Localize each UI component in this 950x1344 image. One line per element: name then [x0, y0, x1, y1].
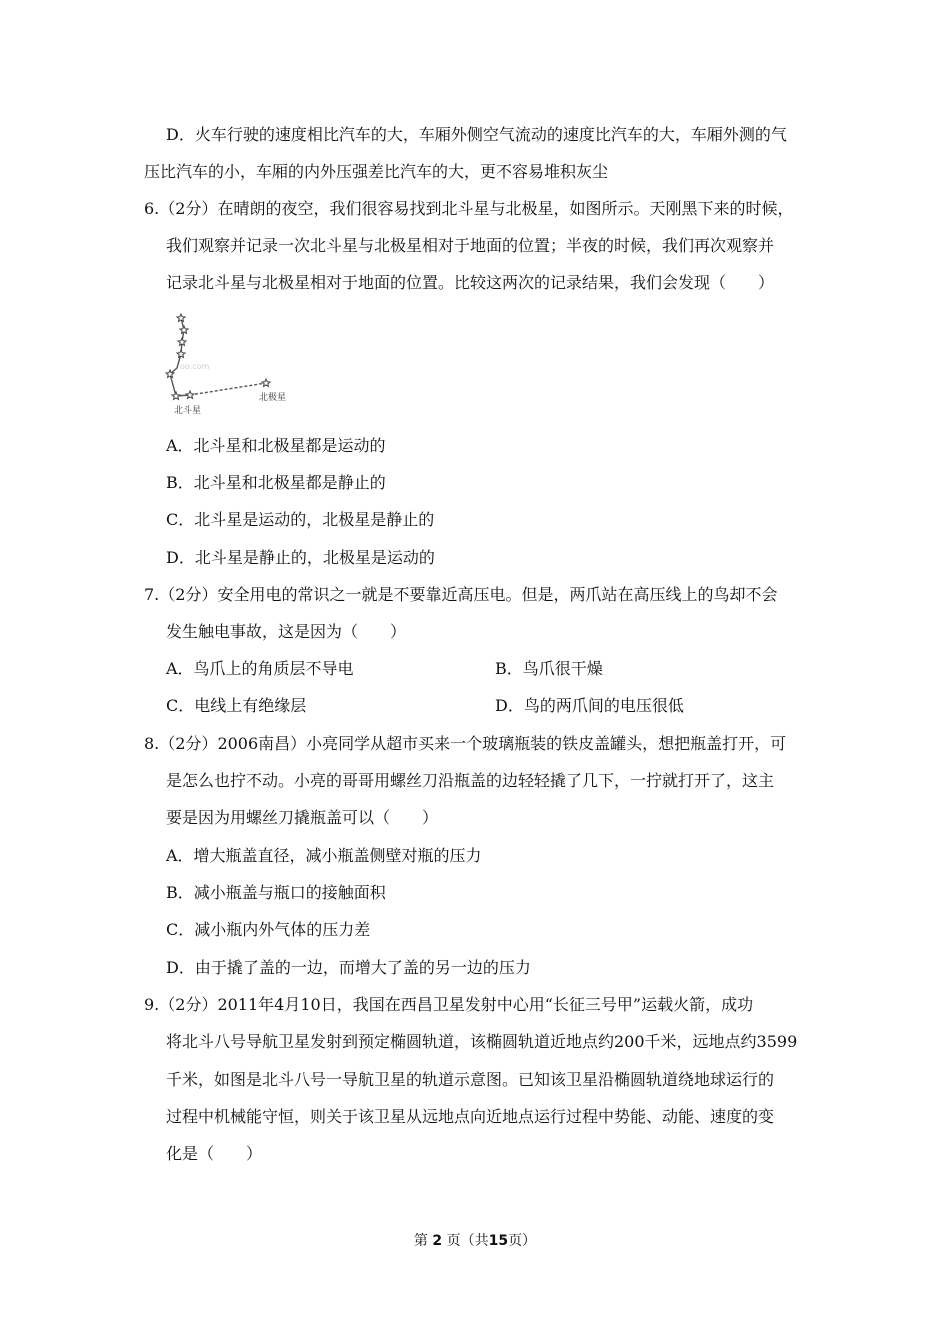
- star-icon: [177, 314, 185, 322]
- q8-option-a: A．增大瓶盖直径，减小瓶盖侧壁对瓶的压力: [166, 846, 482, 865]
- q6-option-a: A．北斗星和北极星都是运动的: [166, 436, 386, 455]
- polaris-star-icon: [262, 379, 270, 387]
- q9-stem-line5: 化是（ ）: [166, 1144, 263, 1163]
- footer-middle: 页（共: [446, 1233, 489, 1249]
- q8-stem-line2: 是怎么也拧不动。小亮的哥哥用螺丝刀沿瓶盖的边轻轻撬了几下，一拧就打开了，这主: [166, 771, 775, 790]
- pointer-dashed-line: [190, 383, 266, 395]
- big-dipper-stars: [166, 314, 194, 400]
- q8-stem-line3: 要是因为用螺丝刀撬瓶盖可以（ ）: [166, 808, 439, 827]
- q7-stem-line1: 7.（2分）安全用电的常识之一就是不要靠近高压电。但是，两爪站在高压线上的鸟却不会: [144, 585, 778, 604]
- figure-watermark: oo.com: [180, 362, 210, 371]
- q6-option-b: B．北斗星和北极星都是静止的: [166, 473, 386, 492]
- q9-stem-line3: 千米，如图是北斗八号一导航卫星的轨道示意图。已知该卫星沿椭圆轨道绕地球运行的: [166, 1070, 775, 1089]
- footer-page-number: 2: [432, 1233, 443, 1249]
- footer-suffix: 页）: [508, 1233, 537, 1249]
- star-icon: [177, 350, 185, 358]
- q7-option-a: A．鸟爪上的角质层不导电: [166, 659, 354, 678]
- q6-option-d: D．北斗星是静止的，北极星是运动的: [166, 548, 435, 567]
- star-icon: [172, 392, 180, 400]
- q8-option-d: D．由于撬了盖的一边，而增大了盖的另一边的压力: [166, 958, 531, 977]
- star-icon: [178, 338, 186, 346]
- star-chart-diagram: [160, 308, 300, 420]
- star-icon: [186, 391, 194, 399]
- q8-option-b: B．减小瓶盖与瓶口的接触面积: [166, 883, 386, 902]
- q9-stem-line4: 过程中机械能守恒，则关于该卫星从远地点向近地点运行过程中势能、动能、速度的变: [166, 1107, 775, 1126]
- footer-total-pages: 15: [488, 1233, 509, 1249]
- q9-stem-line1: 9.（2分）2011年4月10日，我国在西昌卫星发射中心用“长征三号甲”运载火箭，成功: [144, 995, 754, 1014]
- big-dipper-label: 北斗星: [174, 406, 202, 416]
- q6-stem-line3: 记录北斗星与北极星相对于地面的位置。比较这两次的记录结果，我们会发现（ ）: [166, 273, 775, 292]
- q7-option-b: B．鸟爪很干燥: [495, 659, 603, 678]
- q6-stem-line2: 我们观察并记录一次北斗星与北极星相对于地面的位置；半夜的时候，我们再次观察并: [166, 236, 775, 255]
- q9-stem-line2: 将北斗八号导航卫星发射到预定椭圆轨道，该椭圆轨道近地点约200千米，远地点约3599: [166, 1032, 798, 1051]
- polaris-label: 北极星: [259, 393, 287, 403]
- q5-option-d-line1: D．火车行驶的速度相比汽车的大，车厢外侧空气流动的速度比汽车的大，车厢外测的气: [166, 125, 787, 144]
- q8-stem-line1: 8.（2分）2006南昌）小亮同学从超市买来一个玻璃瓶装的铁皮盖罐头，想把瓶盖打开，可: [144, 734, 787, 753]
- big-dipper-polaris-figure: [160, 308, 300, 420]
- q8-option-c: C．减小瓶内外气体的压力差: [166, 920, 371, 939]
- q6-option-c: C．北斗星是运动的，北极星是静止的: [166, 510, 435, 529]
- q6-stem-line1: 6.（2分）在晴朗的夜空，我们很容易找到北斗星与北极星，如图所示。天刚黑下来的时候，: [144, 199, 794, 218]
- q7-option-d: D．鸟的两爪间的电压很低: [495, 696, 684, 715]
- q7-option-c: C．电线上有绝缘层: [166, 696, 307, 715]
- q7-stem-line2: 发生触电事故，这是因为（ ）: [166, 622, 407, 641]
- q5-option-d-line2: 压比汽车的小，车厢的内外压强差比汽车的大，更不容易堆积灰尘: [144, 162, 609, 181]
- page-footer: [0, 1232, 950, 1250]
- footer-prefix: 第: [413, 1233, 428, 1249]
- star-icon: [180, 326, 188, 334]
